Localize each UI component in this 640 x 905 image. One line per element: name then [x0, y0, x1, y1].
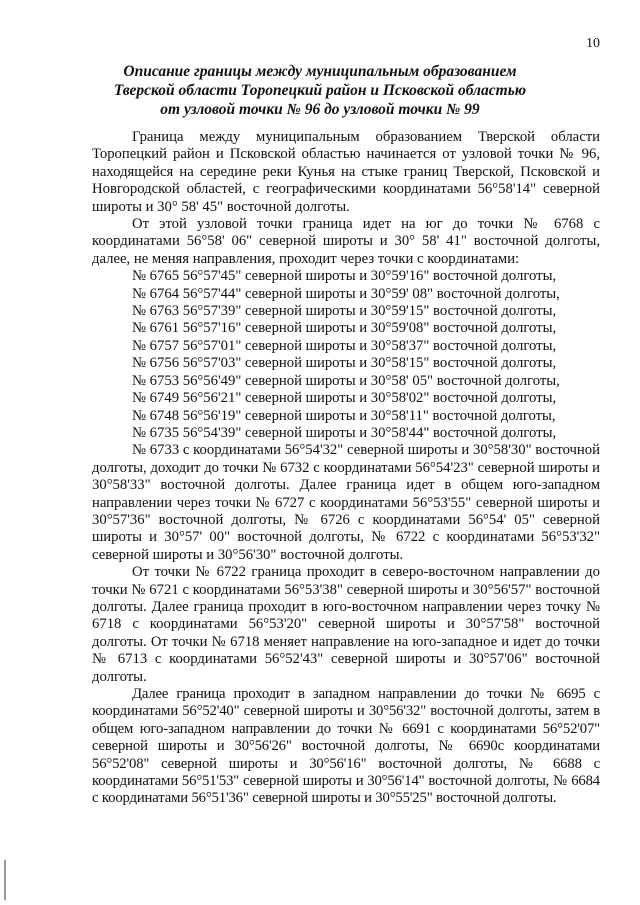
- coordinate-point: № 6765 56°57'45" северной широты и 30°59'16" восточной долготы,: [132, 268, 557, 285]
- coordinate-point: № 6763 56°57'39" северной широты и 30°59'15" восточной долготы,: [132, 303, 557, 320]
- title-line-3: от узловой точки № 96 до узловой точки № 99: [160, 101, 480, 118]
- paragraph-southwest: № 6733 с координатами 56°54'32" северной широты и 30°58'30" восточной долготы, доходит до точки № 6732 с координатами 56°54'23" северной широты и 30°58'33" восточной долготы. Далее граница идет в общем юго-западном направлении через точки № 6727 с координатами 56°53'55" северной широты и 30°57'36" восточной долготы, № 6726 с координатами 56°54' 05" северной широты и 30°57' 00" восточной долготы, № 6722 с координатами 56°53'32" северной широты и 30°56'30" восточной долготы.: [92, 442, 600, 563]
- coordinate-point: № 6761 56°57'16" северной широты и 30°59'08" восточной долготы,: [132, 320, 557, 337]
- title-line-2: Тверской области Торопецкий район и Псковской областью: [113, 82, 527, 99]
- paragraph-boundary-start: Граница между муниципальным образованием Тверской области Торопецкий район и Псковской областью начинается от узловой точки № 96, находящейся на середине реки Кунья на стыке границ Тверской, Псковской и Новгородской областей, с географическими координатами 56°58'14" северной широты и 30° 58' 45" восточной долготы.: [92, 129, 600, 215]
- coordinate-point: № 6749 56°56'21" северной широты и 30°58'02" восточной долготы,: [132, 390, 557, 407]
- paragraph-boundary-south: От этой узловой точки граница идет на юг до точки № 6768 с координатами 56°58' 06" северной широты и 30° 58' 41" восточной долготы, далее, не меняя направления, проходит через точки с координатами:: [92, 216, 600, 267]
- document-title: [60, 62, 580, 119]
- paragraph-west: Далее граница проходит в западном направлении до точки № 6695 с координатами 56°52'40" северной широты и 30°56'32" восточной долготы, затем в общем юго-западном направлении до точки № 6691 с координатами 56°52'07" северной широты и 30°56'26" восточной долготы, № 6690с координатами 56°52'08" северной широты и 30°56'16" восточной долготы, № 6688 с координатами 56°51'53" северной широты и 30°56'14" восточной долготы, № 6684 с координатами 56°51'36" северной широты и 30°55'25" восточной долготы.: [92, 686, 600, 807]
- coordinate-point: № 6735 56°54'39" северной широты и 30°58'44" восточной долготы,: [132, 424, 557, 441]
- coordinate-point: № 6748 56°56'19" северной широты и 30°58'11" восточной долготы,: [132, 407, 556, 424]
- coordinate-point-list: [92, 268, 600, 442]
- document-body: [92, 129, 600, 808]
- page-number: 10: [586, 36, 600, 51]
- scan-edge-mark: [4, 860, 6, 900]
- coordinate-point: № 6753 56°56'49" северной широты и 30°58' 05" восточной долготы,: [132, 372, 560, 389]
- coordinate-point: № 6757 56°57'01" северной широты и 30°58'37" восточной долготы,: [132, 337, 557, 354]
- coordinate-point: № 6764 56°57'44" северной широты и 30°59' 08" восточной долготы,: [132, 285, 560, 302]
- title-line-1: Описание границы между муниципальным образованием: [123, 63, 517, 80]
- coordinate-point: № 6756 56°57'03" северной широты и 30°58'15" восточной долготы,: [132, 355, 557, 372]
- paragraph-northeast: От точки № 6722 граница проходит в северо-восточном направлении до точки № 6721 с координатами 56°53'38" северной широты и 30°56'57" восточной долготы. Далее граница проходит в юго-восточном направлении через точку № 6718 с координатами 56°53'20" северной широты и 30°57'58" восточной долготы. От точки № 6718 меняет направление на юго-западное и идет до точки № 6713 с координатами 56°52'43" северной широты и 30°57'06" восточной долготы.: [92, 564, 600, 685]
